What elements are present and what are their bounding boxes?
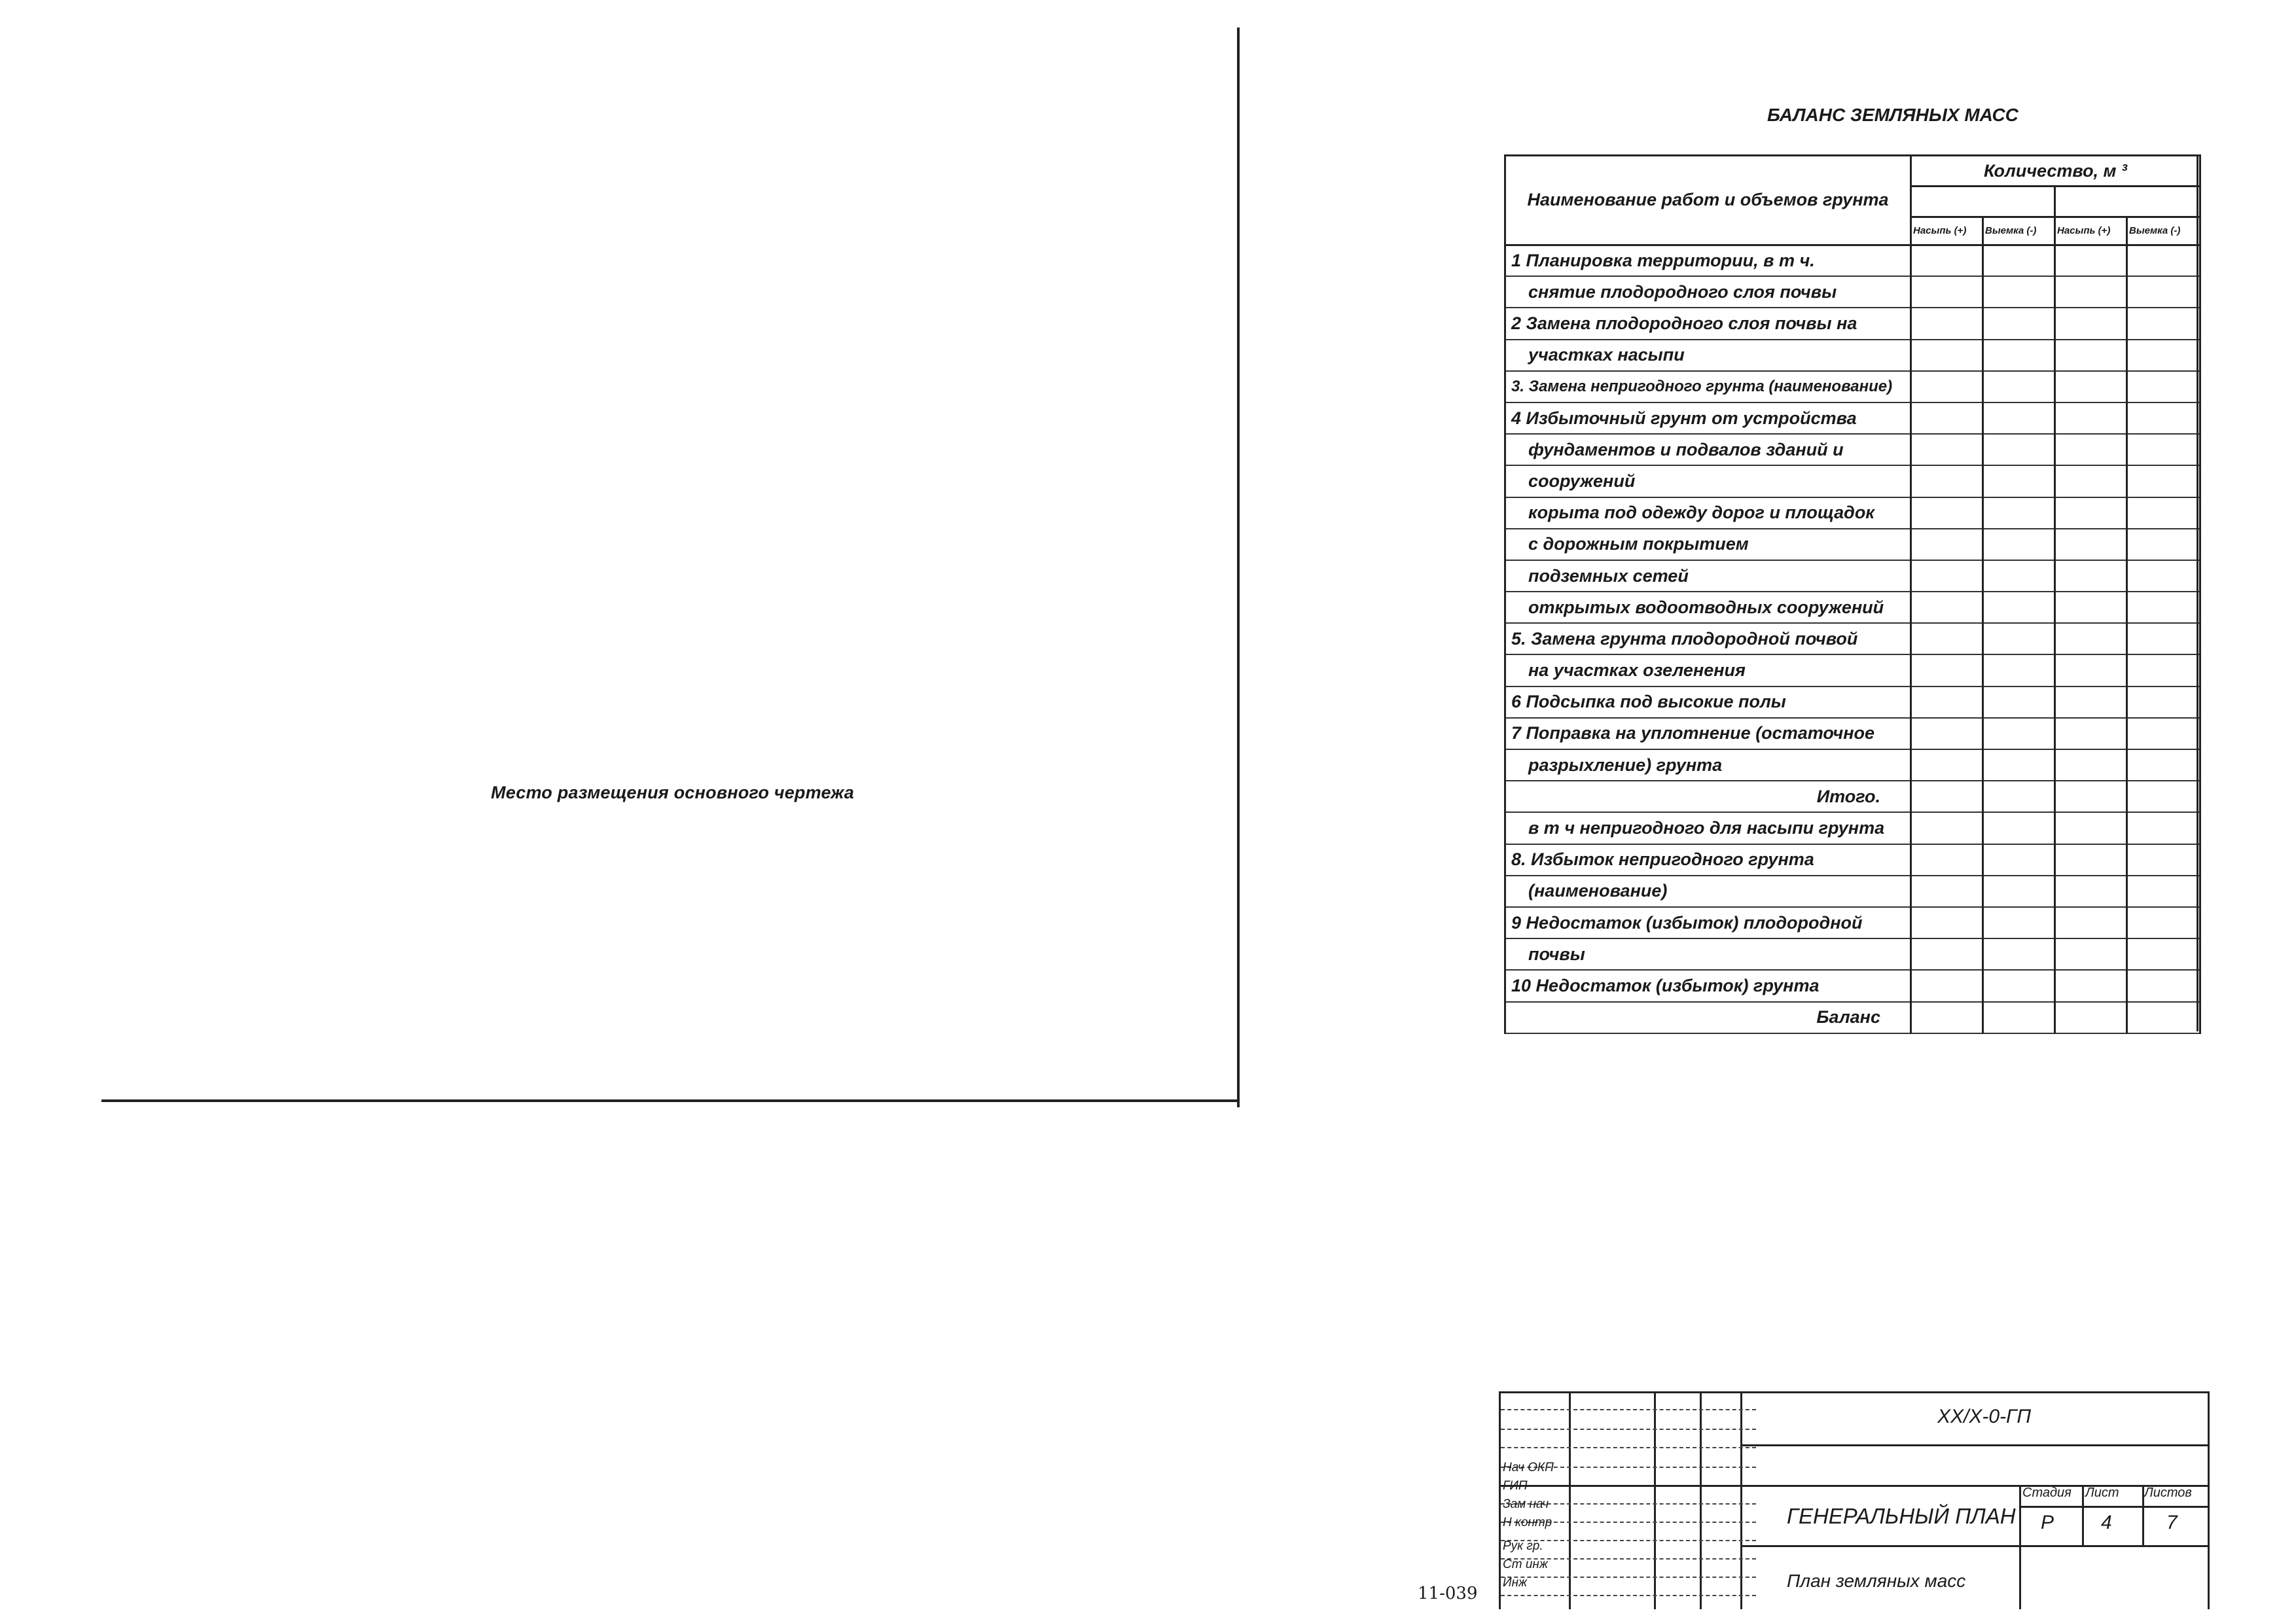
quantity-cell (1911, 718, 1983, 749)
drawing-title: ГЕНЕРАЛЬНЫЙ ПЛАН (1787, 1504, 2016, 1528)
quantity-cell (1911, 434, 1983, 465)
quantity-cell (1911, 938, 1983, 970)
quantity-cell (2055, 812, 2127, 844)
stage-value: Р (2041, 1512, 2054, 1533)
quantity-cell (1911, 907, 1983, 938)
quantity-cell (2127, 970, 2200, 1001)
quantity-cell (2055, 844, 2127, 876)
quantity-cell (1983, 687, 2055, 718)
drawing-placeholder-text: Место размещения основного чертежа (491, 783, 854, 802)
quantity-cell (2055, 749, 2127, 781)
header-cut-2: Выемка (-) (2127, 217, 2200, 245)
quantity-cell (2127, 276, 2200, 308)
stamp-row-line (1501, 1447, 1756, 1448)
quantity-cell (2127, 938, 2200, 970)
quantity-cell (2055, 623, 2127, 654)
row-label: разрыхление) грунта (1505, 749, 1911, 781)
quantity-cell (2055, 245, 2127, 276)
quantity-cell (1983, 623, 2055, 654)
stamp-line (2019, 1506, 2208, 1508)
role-label: Зам нач (1503, 1497, 1549, 1511)
quantity-cell (2127, 907, 2200, 938)
quantity-cell (1911, 812, 1983, 844)
role-label: Нач ОКП (1503, 1461, 1554, 1474)
quantity-cell (2055, 970, 2127, 1001)
quantity-cell (2055, 308, 2127, 339)
quantity-cell (1911, 371, 1983, 402)
quantity-cell (1983, 560, 2055, 592)
quantity-cell (1911, 876, 1983, 907)
quantity-cell (2127, 308, 2200, 339)
quantity-cell (1911, 844, 1983, 876)
quantity-cell (1911, 623, 1983, 654)
quantity-cell (2055, 465, 2127, 497)
stamp-line (1740, 1545, 2208, 1547)
drawing-frame-right (1237, 27, 1240, 1107)
row-label: 7 Поправка на уплотнение (остаточное (1505, 718, 1911, 749)
quantity-cell (1983, 308, 2055, 339)
quantity-cell (2127, 434, 2200, 465)
balance-table (1504, 154, 2201, 1034)
quantity-cell (2055, 402, 2127, 434)
quantity-cell (1911, 749, 1983, 781)
drawing-code: XX/X-0-ГП (1937, 1406, 2032, 1427)
role-label: ГИП (1503, 1479, 1528, 1493)
row-label: снятие плодородного слоя почвы (1505, 276, 1911, 308)
quantity-cell (1911, 654, 1983, 686)
stamp-line (1740, 1485, 2208, 1487)
stamp-line (1501, 1485, 1740, 1487)
balance-title: БАЛАНС ЗЕМЛЯНЫХ МАСС (1767, 105, 2018, 125)
quantity-cell (2055, 907, 2127, 938)
row-label-balance: Баланс (1505, 1002, 1911, 1033)
quantity-cell (1983, 371, 2055, 402)
quantity-cell (2055, 592, 2127, 623)
quantity-cell (2055, 276, 2127, 308)
quantity-cell (1911, 340, 1983, 371)
stamp-row-line (1501, 1595, 1756, 1596)
quantity-cell (1983, 245, 2055, 276)
quantity-cell (2127, 749, 2200, 781)
header-name: Наименование работ и объемов грунта (1505, 156, 1911, 245)
quantity-cell (2127, 402, 2200, 434)
header-cut-1: Выемка (-) (1983, 217, 2055, 245)
quantity-cell (1983, 907, 2055, 938)
sheet-title: План земляных масс (1787, 1571, 1966, 1591)
quantity-cell (2127, 654, 2200, 686)
header-fill-1: Насыпь (+) (1911, 217, 1983, 245)
row-label: открытых водоотводных сооружений (1505, 592, 1911, 623)
quantity-cell (2055, 781, 2127, 812)
header-quantity: Количество, м ³ (1911, 156, 2200, 187)
stage-label: Стадия (2022, 1486, 2072, 1500)
quantity-cell (2055, 340, 2127, 371)
row-label: подземных сетей (1505, 560, 1911, 592)
quantity-cell (1911, 1002, 1983, 1033)
quantity-cell (2127, 718, 2200, 749)
row-label: на участках озеленения (1505, 654, 1911, 686)
row-label: 10 Недостаток (избыток) грунта (1505, 970, 1911, 1001)
quantity-cell (2055, 876, 2127, 907)
role-label: Инж (1503, 1576, 1528, 1590)
quantity-cell (2127, 812, 2200, 844)
row-label-total: Итого. (1505, 781, 1911, 812)
row-label: 6 Подсыпка под высокие полы (1505, 687, 1911, 718)
quantity-cell (2127, 560, 2200, 592)
quantity-cell (2127, 497, 2200, 529)
quantity-cell (2055, 654, 2127, 686)
drawing-frame-bottom (101, 1099, 1240, 1102)
stamp-row-line (1501, 1409, 1756, 1410)
row-label: 9 Недостаток (избыток) плодородной (1505, 907, 1911, 938)
quantity-cell (1983, 970, 2055, 1001)
stamp-row-line (1501, 1429, 1756, 1430)
row-label: 3. Замена непригодного грунта (наименование) (1505, 371, 1911, 402)
stamp-row-line (1501, 1577, 1756, 1578)
sheets-value: 7 (2166, 1512, 2178, 1533)
quantity-cell (1911, 529, 1983, 560)
header-group-2 (2055, 187, 2200, 217)
quantity-cell (1911, 781, 1983, 812)
quantity-cell (2127, 592, 2200, 623)
quantity-cell (1911, 970, 1983, 1001)
quantity-cell (2127, 687, 2200, 718)
quantity-cell (2127, 371, 2200, 402)
quantity-cell (1983, 402, 2055, 434)
quantity-cell (1983, 1002, 2055, 1033)
quantity-cell (1983, 340, 2055, 371)
quantity-cell (1983, 654, 2055, 686)
quantity-cell (1983, 465, 2055, 497)
header-group-1 (1911, 187, 2055, 217)
quantity-cell (1911, 245, 1983, 276)
role-label: Н контр (1503, 1516, 1552, 1529)
quantity-cell (2127, 529, 2200, 560)
quantity-cell (2127, 340, 2200, 371)
quantity-cell (2055, 434, 2127, 465)
quantity-cell (1983, 876, 2055, 907)
quantity-cell (2055, 560, 2127, 592)
row-label: 2 Замена плодородного слоя почвы на (1505, 308, 1911, 339)
quantity-cell (1983, 749, 2055, 781)
stamp-line (1740, 1444, 2208, 1446)
row-label: 1 Планировка территории, в т ч. (1505, 245, 1911, 276)
quantity-cell (2055, 529, 2127, 560)
quantity-cell (1911, 497, 1983, 529)
quantity-cell (1983, 812, 2055, 844)
quantity-cell (2055, 938, 2127, 970)
quantity-cell (2127, 465, 2200, 497)
quantity-cell (1983, 529, 2055, 560)
quantity-cell (2127, 876, 2200, 907)
stamp-line (2019, 1485, 2021, 1609)
row-label: (наименование) (1505, 876, 1911, 907)
quantity-cell (1983, 938, 2055, 970)
quantity-cell (1911, 308, 1983, 339)
role-label: Рук гр. (1503, 1539, 1543, 1553)
header-fill-2: Насыпь (+) (2055, 217, 2127, 245)
quantity-cell (2127, 781, 2200, 812)
quantity-cell (1983, 276, 2055, 308)
quantity-cell (2055, 371, 2127, 402)
row-label: сооружений (1505, 465, 1911, 497)
quantity-cell (1911, 276, 1983, 308)
quantity-cell (1911, 687, 1983, 718)
row-label: с дорожным покрытием (1505, 529, 1911, 560)
quantity-cell (2055, 497, 2127, 529)
balance-right-border (2197, 154, 2198, 1031)
sheet-value: 4 (2101, 1512, 2112, 1533)
row-label: 5. Замена грунта плодородной почвой (1505, 623, 1911, 654)
stamp-line (2082, 1485, 2084, 1545)
row-label: корыта под одежду дорог и площадок (1505, 497, 1911, 529)
quantity-cell (1983, 434, 2055, 465)
quantity-cell (2055, 687, 2127, 718)
quantity-cell (1983, 718, 2055, 749)
quantity-cell (1983, 781, 2055, 812)
sheet-label: Лист (2085, 1486, 2119, 1500)
quantity-cell (1983, 844, 2055, 876)
quantity-cell (2127, 623, 2200, 654)
quantity-cell (1983, 497, 2055, 529)
quantity-cell (1911, 465, 1983, 497)
row-label: в т ч непригодного для насыпи грунта (1505, 812, 1911, 844)
quantity-cell (1911, 560, 1983, 592)
row-label: 4 Избыточный грунт от устройства (1505, 402, 1911, 434)
row-label: фундаментов и подвалов зданий и (1505, 434, 1911, 465)
row-label: почвы (1505, 938, 1911, 970)
row-label: 8. Избыток непригодного грунта (1505, 844, 1911, 876)
quantity-cell (2055, 718, 2127, 749)
role-label: Ст инж (1503, 1558, 1548, 1571)
quantity-cell (2127, 1002, 2200, 1033)
quantity-cell (2127, 844, 2200, 876)
row-label: участках насыпи (1505, 340, 1911, 371)
quantity-cell (1911, 402, 1983, 434)
quantity-cell (1911, 592, 1983, 623)
sheets-label: Листов (2144, 1486, 2192, 1500)
quantity-cell (1983, 592, 2055, 623)
quantity-cell (2055, 1002, 2127, 1033)
side-number: 11-039 (1418, 1584, 1478, 1603)
quantity-cell (2127, 245, 2200, 276)
